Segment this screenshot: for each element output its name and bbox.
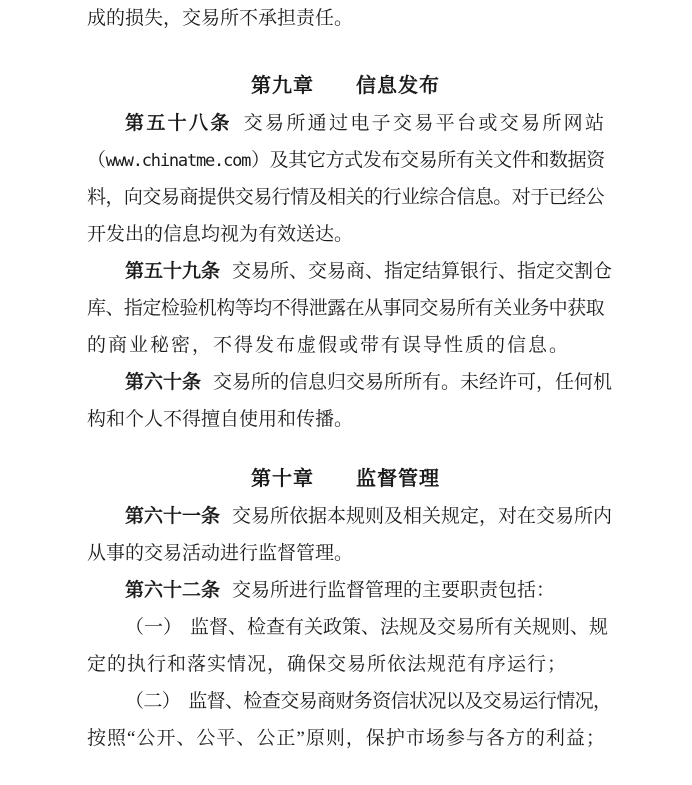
article-60-line-2: 构和个人不得擅自使用和传播。 [87,409,354,430]
paragraph-tail-line: 成的损失，交易所不承担责任。 [87,8,354,29]
item-1-marker: （一） [125,617,183,638]
article-60-number: 第六十条 [125,372,202,393]
article-60-line-1 [87,364,613,401]
chapter-10-heading: 第十章 监督管理 [251,468,440,490]
open-paren: （ [87,150,106,171]
article-61-text-1: 交易所依据本规则及相关规定，对在交易所内 [232,506,613,527]
item-2-line-2: 按照“公开、公平、公正”原则，保护市场参与各方的利益； [87,728,606,749]
item-1-line-2: 定的执行和落实情况，确保交易所依法规范有序运行； [87,654,568,675]
article-61-number: 第六十一条 [125,506,221,527]
article-59-line-1 [87,253,613,290]
article-58-line-1 [87,105,604,142]
item-1-text-1: 监督、检查有关政策、法规及交易所有关规则、规 [190,617,609,638]
article-58-text-2: 及其它方式发布交易所有关文件和数据资 [269,150,604,171]
article-59-line-3: 的商业秘密，不得发布虚假或带有误导性质的信息。 [87,335,571,356]
article-60-text-1: 交易所的信息归交易所所有。未经许可，任何机 [213,372,613,393]
item-2-marker: （二） [125,691,181,712]
item-2-text-1: 监督、检查交易商财务资信状况以及交易运行情况， [188,691,612,712]
article-59-line-2: 库、指定检验机构等均不得泄露在从事同交易所有关业务中获取 [87,298,604,319]
item-2-line-1 [87,683,612,720]
article-59-text-1: 交易所、交易商、指定结算银行、指定交割仓 [232,261,613,282]
text-column [87,0,613,757]
chapter-9-heading: 第九章 信息发布 [251,75,440,97]
article-58-line-4: 开发出的信息均视为有效送达。 [87,224,354,245]
article-58-number: 第五十八条 [125,113,232,134]
article-59-number: 第五十九条 [125,261,221,282]
close-paren: ） [250,150,270,171]
article-62-number: 第六十二条 [125,580,221,601]
article-58-line-2 [87,142,604,179]
article-61-line-1 [87,498,613,535]
article-58-line-3: 料，向交易商提供交易行情及相关的行业综合信息。对于已经公 [87,187,604,208]
exchange-website-url: www.chinatme.com [105,151,251,171]
article-62-text-1: 交易所进行监督管理的主要职责包括： [232,580,556,601]
article-62-line-1 [87,572,604,609]
article-61-line-2: 从事的交易活动进行监督管理。 [87,543,354,564]
article-58-text-1: 交易所通过电子交易平台或交易所网站 [243,113,604,134]
item-1-line-1 [87,609,609,646]
